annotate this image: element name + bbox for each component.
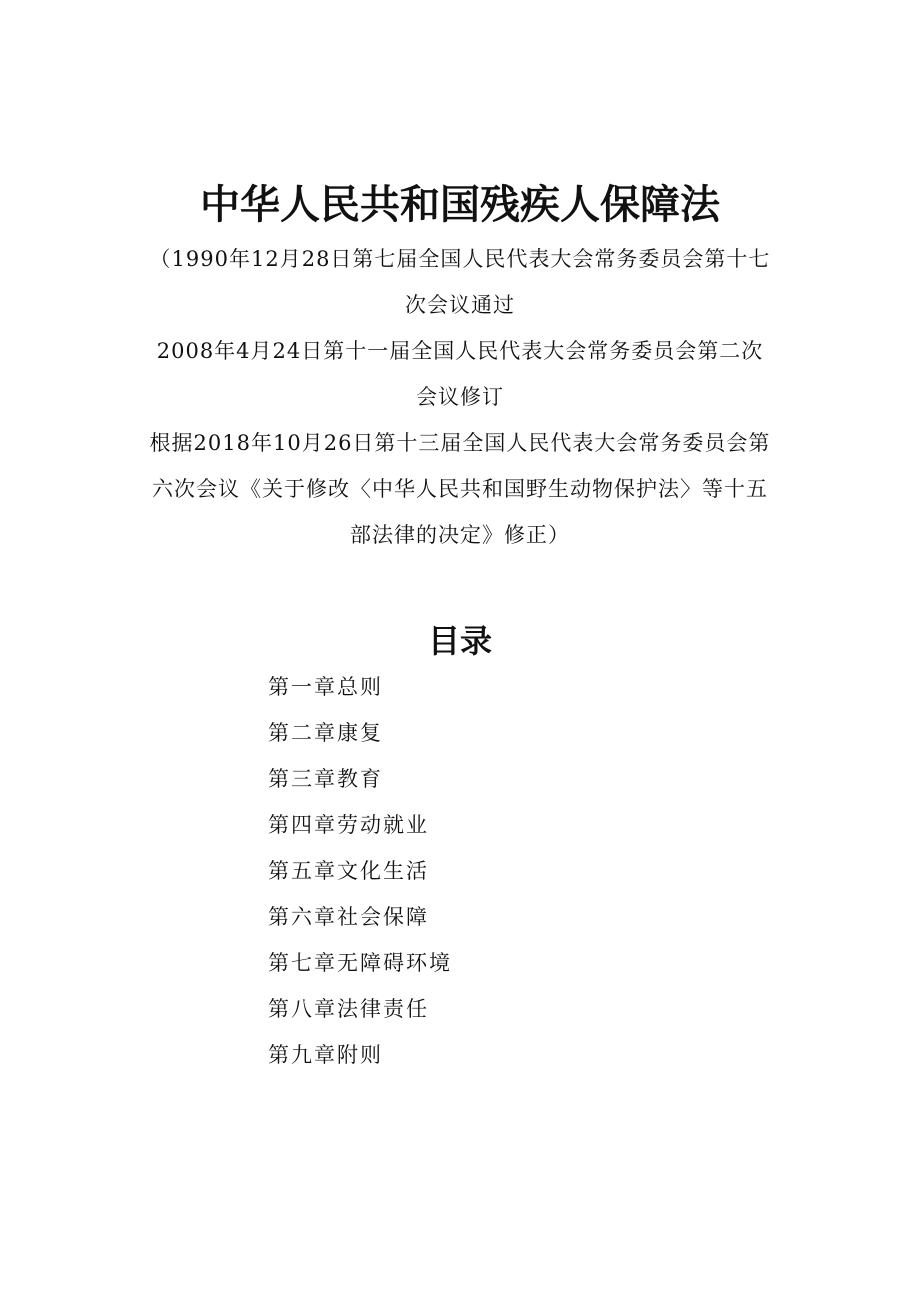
toc-item-chapter-6[interactable]: 第六章社会保障 <box>268 905 429 929</box>
history-line: 次会议通过 <box>405 293 515 317</box>
toc-item-chapter-9[interactable]: 第九章附则 <box>268 1043 383 1067</box>
document-title: 中华人民共和国残疾人保障法 <box>200 181 720 228</box>
history-line: 六次会议《关于修改〈中华人民共和国野生动物保护法〉等十五 <box>152 477 768 501</box>
toc-heading: 目录 <box>427 621 492 660</box>
history-line: 根据2018年10月26日第十三届全国人民代表大会常务委员会第 <box>149 431 771 455</box>
toc-item-chapter-5[interactable]: 第五章文化生活 <box>268 859 429 883</box>
legislative-history <box>140 236 780 558</box>
toc-item-chapter-8[interactable]: 第八章法律责任 <box>268 997 429 1021</box>
toc-item-chapter-7[interactable]: 第七章无障碍环境 <box>268 951 452 975</box>
toc-item-chapter-1[interactable]: 第一章总则 <box>268 675 383 699</box>
table-of-contents <box>268 664 452 1078</box>
history-line: 2008年4月24日第十一届全国人民代表大会常务委员会第二次 <box>156 339 764 363</box>
toc-item-chapter-2[interactable]: 第二章康复 <box>268 721 383 745</box>
toc-item-chapter-4[interactable]: 第四章劳动就业 <box>268 813 429 837</box>
history-line: 会议修订 <box>416 385 504 409</box>
toc-item-chapter-3[interactable]: 第三章教育 <box>268 767 383 791</box>
history-line: 部法律的决定》修正） <box>350 523 570 547</box>
history-line: （1990年12月28日第七届全国人民代表大会常务委员会第十七 <box>149 247 771 271</box>
